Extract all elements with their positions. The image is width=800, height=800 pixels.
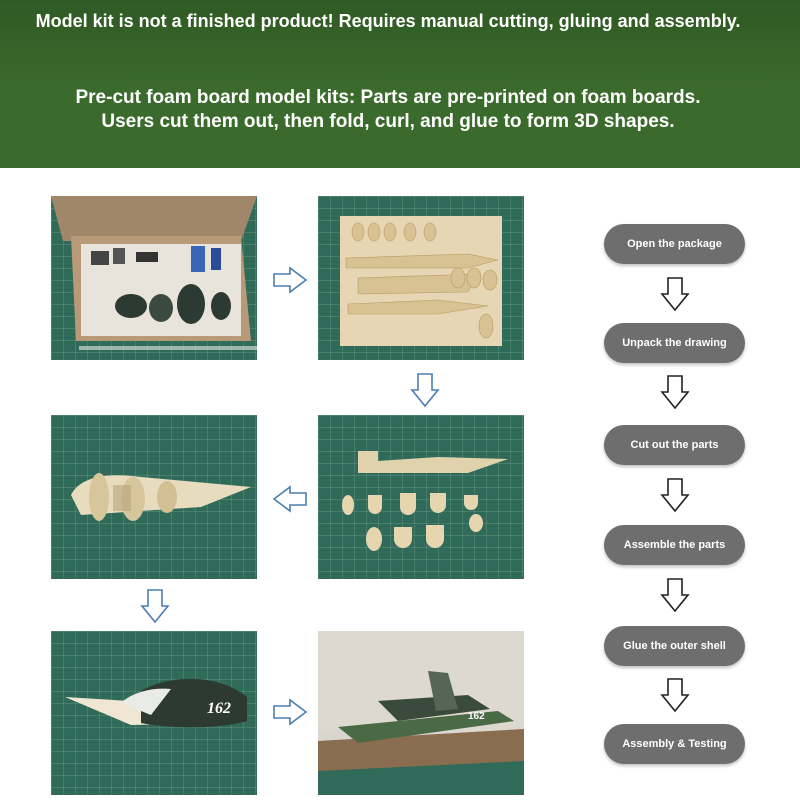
arrow-down-icon: [660, 276, 690, 317]
description-line-2: Users cut them out, then fold, curl, and glue to form 3D shapes.: [101, 111, 675, 132]
step-cut-out-parts: Cut out the parts: [604, 425, 745, 465]
description-text: [0, 86, 776, 134]
arrow-right-icon: [272, 698, 308, 726]
arrow-down-icon: [660, 677, 690, 718]
cut-parts-illustration: [318, 415, 524, 579]
arrow-down-icon: [660, 477, 690, 518]
arrow-down-icon: [140, 588, 170, 624]
step-open-package: Open the package: [604, 224, 745, 264]
arrow-left-icon: [272, 485, 308, 513]
arrow-down-icon: [660, 374, 690, 415]
arrow-right-icon: [272, 266, 308, 294]
photo-pre-printed-sheet: [318, 196, 524, 360]
arrow-down-icon: [660, 577, 690, 618]
step-assemble-parts: Assemble the parts: [604, 525, 745, 565]
model-number: 162: [468, 711, 485, 722]
photo-open-package: [51, 196, 257, 360]
painted-fuselage-illustration: [51, 631, 257, 795]
step-assembly-testing: Assembly & Testing: [604, 724, 745, 764]
step-glue-outer-shell: Glue the outer shell: [604, 626, 745, 666]
warning-text: Model kit is not a finished product! Requires manual cutting, gluing and assembly.: [35, 11, 741, 31]
description-line-1: Pre-cut foam board model kits: Parts are pre-printed on foam boards.: [75, 87, 701, 108]
finished-model-illustration: [318, 631, 524, 795]
header-banner: [0, 0, 800, 168]
photo-cut-parts: [318, 415, 524, 579]
arrow-down-icon: [410, 372, 440, 408]
assembled-parts-illustration: [51, 415, 257, 579]
printed-sheet-illustration: [318, 196, 524, 360]
fuselage-number: 162: [207, 700, 231, 717]
open-box-illustration: [51, 196, 257, 360]
step-unpack-drawing: Unpack the drawing: [604, 323, 745, 363]
photo-finished-model: [318, 631, 524, 795]
photo-assembled-parts: [51, 415, 257, 579]
photo-painted-fuselage: [51, 631, 257, 795]
